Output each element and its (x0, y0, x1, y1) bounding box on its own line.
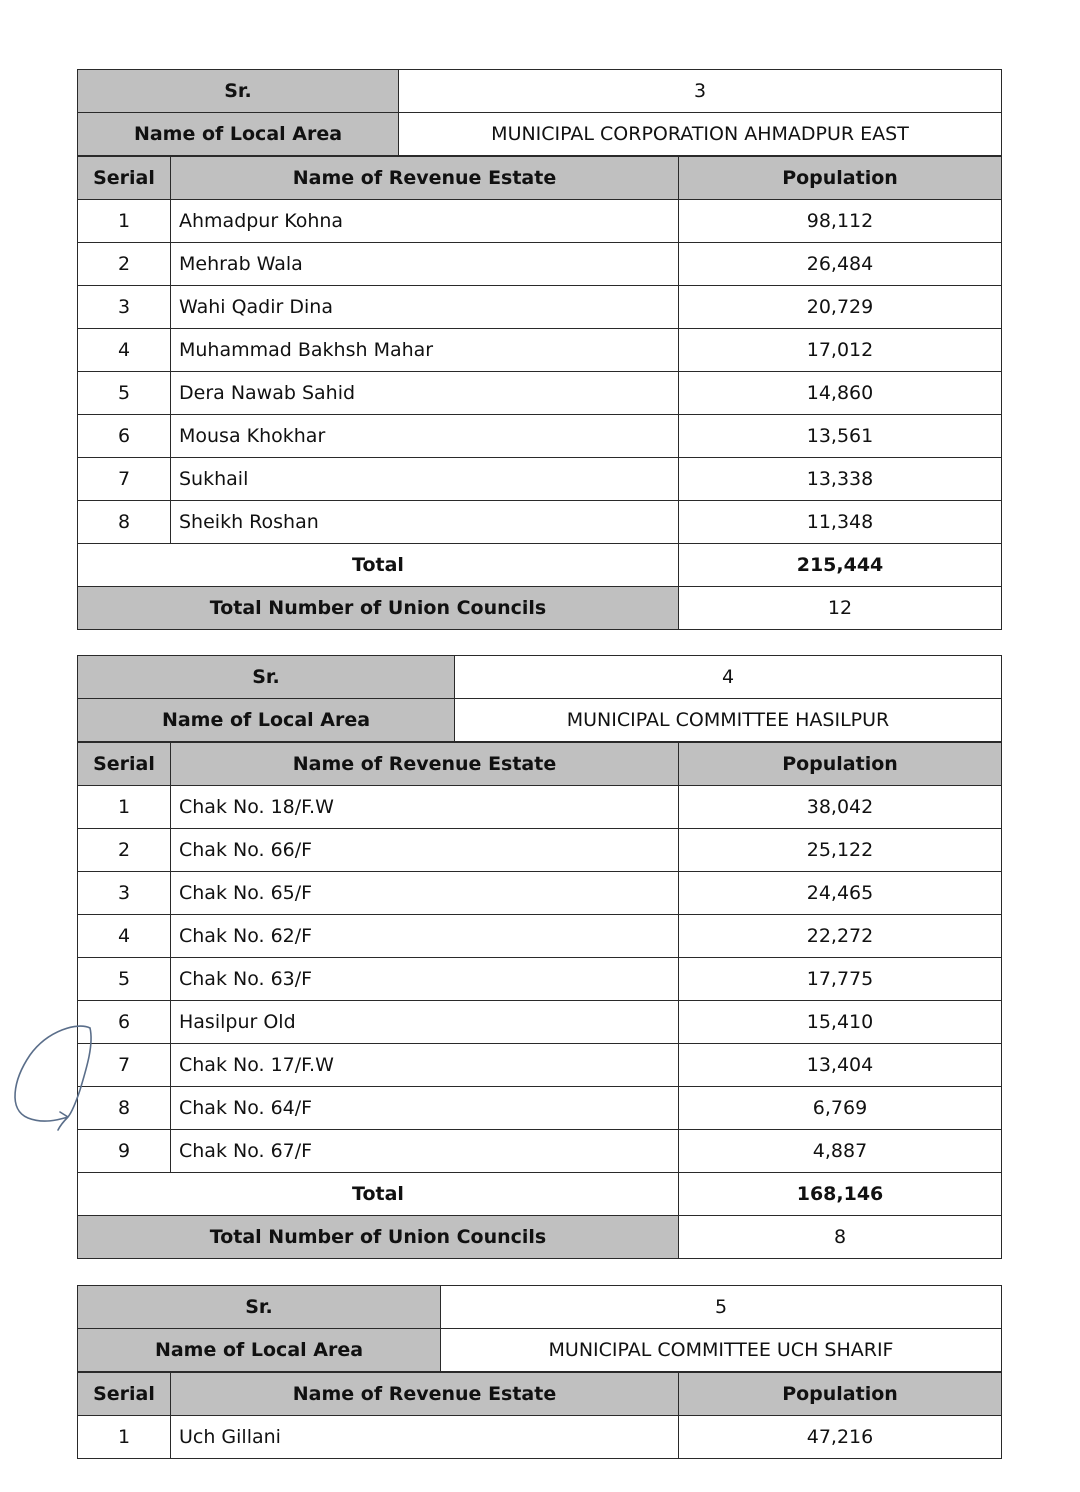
serial-cell: 4 (78, 329, 171, 372)
total-value: 168,146 (679, 1173, 1002, 1216)
serial-cell: 6 (78, 415, 171, 458)
total-value: 215,444 (679, 544, 1002, 587)
estate-cell: Hasilpur Old (171, 1001, 679, 1044)
estate-cell: Chak No. 17/F.W (171, 1044, 679, 1087)
serial-cell: 2 (78, 829, 171, 872)
sr-label: Sr. (78, 656, 455, 699)
population-cell: 38,042 (679, 786, 1002, 829)
sr-value: 4 (455, 656, 1002, 699)
serial-cell: 3 (78, 872, 171, 915)
table-row (78, 458, 1002, 501)
union-councils-label: Total Number of Union Councils (78, 1216, 679, 1259)
estate-cell: Chak No. 67/F (171, 1130, 679, 1173)
table-row (78, 1416, 1002, 1459)
table-row (78, 501, 1002, 544)
sr-value: 3 (399, 70, 1002, 113)
population-cell: 47,216 (679, 1416, 1002, 1459)
estate-cell: Chak No. 63/F (171, 958, 679, 1001)
local-area-label: Name of Local Area (78, 1329, 441, 1372)
table-row (78, 829, 1002, 872)
estate-cell: Wahi Qadir Dina (171, 286, 679, 329)
serial-cell: 5 (78, 372, 171, 415)
table-row (78, 958, 1002, 1001)
estate-cell: Muhammad Bakhsh Mahar (171, 329, 679, 372)
handwritten-signature-mark (8, 1020, 108, 1135)
local-area-label: Name of Local Area (78, 699, 455, 742)
union-councils-label: Total Number of Union Councils (78, 587, 679, 630)
serial-cell: 9 (78, 1130, 171, 1173)
estate-cell: Mousa Khokhar (171, 415, 679, 458)
estate-cell: Sheikh Roshan (171, 501, 679, 544)
population-cell: 13,338 (679, 458, 1002, 501)
serial-header: Serial (78, 743, 171, 786)
total-row (78, 544, 1002, 587)
total-label: Total (78, 544, 679, 587)
population-cell: 17,775 (679, 958, 1002, 1001)
estate-header: Name of Revenue Estate (171, 743, 679, 786)
table-row (78, 286, 1002, 329)
local-area-header (77, 1285, 1002, 1372)
table-row (78, 200, 1002, 243)
estate-header: Name of Revenue Estate (171, 1373, 679, 1416)
population-cell: 22,272 (679, 915, 1002, 958)
population-header: Population (679, 743, 1002, 786)
population-cell: 4,887 (679, 1130, 1002, 1173)
population-header: Population (679, 1373, 1002, 1416)
population-cell: 26,484 (679, 243, 1002, 286)
estate-cell: Dera Nawab Sahid (171, 372, 679, 415)
local-area-label: Name of Local Area (78, 113, 399, 156)
estate-table (77, 742, 1002, 1259)
union-councils-value: 12 (679, 587, 1002, 630)
population-cell: 13,404 (679, 1044, 1002, 1087)
estate-cell: Sukhail (171, 458, 679, 501)
local-area-header (77, 655, 1002, 742)
estate-table (77, 1372, 1002, 1459)
table-row (78, 329, 1002, 372)
serial-cell: 5 (78, 958, 171, 1001)
population-header: Population (679, 157, 1002, 200)
sr-label: Sr. (78, 70, 399, 113)
total-row (78, 1173, 1002, 1216)
serial-cell: 6 (78, 1001, 171, 1044)
sr-label: Sr. (78, 1286, 441, 1329)
serial-cell: 3 (78, 286, 171, 329)
serial-cell: 2 (78, 243, 171, 286)
population-cell: 6,769 (679, 1087, 1002, 1130)
serial-cell: 1 (78, 200, 171, 243)
population-cell: 20,729 (679, 286, 1002, 329)
union-councils-value: 8 (679, 1216, 1002, 1259)
serial-cell: 4 (78, 915, 171, 958)
table-row (78, 243, 1002, 286)
serial-cell: 1 (78, 786, 171, 829)
union-councils-row (78, 587, 1002, 630)
local-area-value: MUNICIPAL CORPORATION AHMADPUR EAST (399, 113, 1002, 156)
estate-header: Name of Revenue Estate (171, 157, 679, 200)
serial-cell: 8 (78, 1087, 171, 1130)
estate-cell: Chak No. 62/F (171, 915, 679, 958)
population-cell: 11,348 (679, 501, 1002, 544)
section-hasilpur (77, 655, 1002, 1259)
table-row (78, 1130, 1002, 1173)
estate-cell: Uch Gillani (171, 1416, 679, 1459)
sr-value: 5 (441, 1286, 1002, 1329)
section-uch-sharif (77, 1285, 1002, 1459)
population-cell: 24,465 (679, 872, 1002, 915)
estate-cell: Mehrab Wala (171, 243, 679, 286)
estate-table (77, 156, 1002, 630)
table-row (78, 786, 1002, 829)
local-area-value: MUNICIPAL COMMITTEE HASILPUR (455, 699, 1002, 742)
table-row (78, 1087, 1002, 1130)
union-councils-row (78, 1216, 1002, 1259)
serial-header: Serial (78, 157, 171, 200)
local-area-header (77, 69, 1002, 156)
local-area-value: MUNICIPAL COMMITTEE UCH SHARIF (441, 1329, 1002, 1372)
population-cell: 15,410 (679, 1001, 1002, 1044)
population-cell: 13,561 (679, 415, 1002, 458)
estate-cell: Ahmadpur Kohna (171, 200, 679, 243)
serial-cell: 7 (78, 458, 171, 501)
estate-cell: Chak No. 66/F (171, 829, 679, 872)
table-row (78, 872, 1002, 915)
population-cell: 98,112 (679, 200, 1002, 243)
section-ahmadpur-east (77, 69, 1002, 630)
population-cell: 14,860 (679, 372, 1002, 415)
population-cell: 25,122 (679, 829, 1002, 872)
estate-cell: Chak No. 65/F (171, 872, 679, 915)
serial-cell: 1 (78, 1416, 171, 1459)
estate-cell: Chak No. 18/F.W (171, 786, 679, 829)
table-row (78, 372, 1002, 415)
table-row (78, 415, 1002, 458)
table-row (78, 1044, 1002, 1087)
serial-header: Serial (78, 1373, 171, 1416)
population-cell: 17,012 (679, 329, 1002, 372)
table-row (78, 915, 1002, 958)
estate-cell: Chak No. 64/F (171, 1087, 679, 1130)
serial-cell: 8 (78, 501, 171, 544)
total-label: Total (78, 1173, 679, 1216)
table-row (78, 1001, 1002, 1044)
serial-cell: 7 (78, 1044, 171, 1087)
